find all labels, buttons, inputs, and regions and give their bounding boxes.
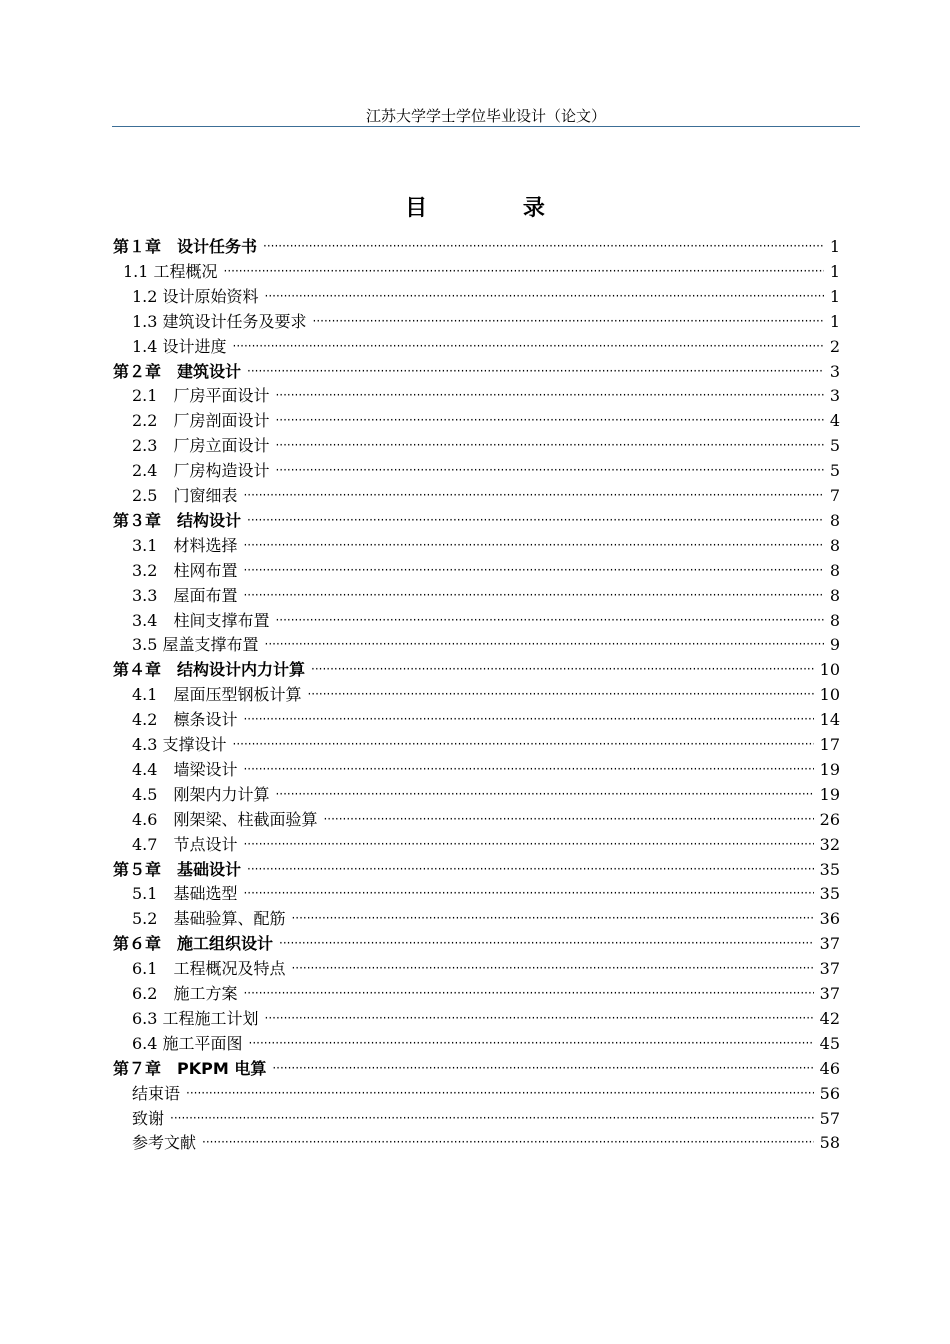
toc-dot-leader <box>247 858 814 881</box>
toc-dot-leader <box>243 758 813 781</box>
toc-chapter-entry[interactable] <box>113 858 840 882</box>
toc-section-entry[interactable] <box>123 260 840 284</box>
toc-section-entry[interactable] <box>132 434 840 458</box>
toc-dot-leader <box>275 434 823 457</box>
toc-section-entry[interactable] <box>132 409 840 433</box>
toc-page-number: 58 <box>819 1133 840 1153</box>
toc-section-entry[interactable] <box>132 1007 840 1031</box>
toc-dot-leader <box>275 409 823 432</box>
toc-page-number: 5 <box>829 461 840 481</box>
toc-entry-label: 3.5 屋盖支撑布置 <box>132 635 259 655</box>
toc-section-entry[interactable] <box>132 708 840 732</box>
toc-page-number: 37 <box>819 934 840 954</box>
toc-section-entry[interactable] <box>132 534 840 558</box>
toc-section-entry[interactable] <box>132 683 840 707</box>
toc-section-entry[interactable] <box>132 1082 840 1106</box>
toc-page-number: 1 <box>829 261 840 281</box>
toc-page-number: 1 <box>829 237 840 256</box>
toc-section-entry[interactable] <box>132 1131 840 1155</box>
toc-dot-leader <box>291 907 813 930</box>
toc-dot-leader <box>247 360 824 383</box>
toc-entry-label: 2.2 厂房剖面设计 <box>132 411 270 431</box>
toc-dot-leader <box>243 559 823 582</box>
toc-section-entry[interactable] <box>132 484 840 508</box>
toc-section-entry[interactable] <box>132 285 840 309</box>
toc-page-number: 37 <box>819 984 840 1003</box>
toc-page-number: 19 <box>819 759 840 779</box>
toc-page-number: 8 <box>829 560 840 580</box>
toc-section-entry[interactable] <box>132 609 840 633</box>
toc-section-entry[interactable] <box>132 808 840 832</box>
toc-entry-label: 结束语 <box>132 1083 181 1103</box>
toc-chapter-entry[interactable] <box>113 932 840 956</box>
toc-chapter-entry[interactable] <box>113 360 840 384</box>
toc-chapter-entry[interactable] <box>113 235 840 259</box>
toc-entry-label: 4.2 檩条设计 <box>132 710 238 730</box>
toc-dot-leader <box>265 285 824 308</box>
toc-section-entry[interactable] <box>132 584 840 608</box>
toc-page-number: 46 <box>819 1058 840 1078</box>
toc-dot-leader <box>224 260 824 283</box>
toc-page-number: 4 <box>829 411 840 431</box>
toc-entry-label: 1.1 工程概况 <box>123 261 218 281</box>
toc-dot-leader <box>243 982 813 1005</box>
toc-entry-label: 第５章 基础设计 <box>113 859 242 879</box>
toc-entry-label: 3.4 柱间支撑布置 <box>132 610 270 630</box>
toc-entry-label: 1.4 设计进度 <box>132 336 227 356</box>
toc-entry-label: 6.2 施工方案 <box>132 984 238 1003</box>
toc-entry-label: 2.1 厂房平面设计 <box>132 386 270 406</box>
toc-entry-label: 6.1 工程概况及特点 <box>132 959 286 979</box>
toc-entry-label: 6.3 工程施工计划 <box>132 1008 259 1028</box>
toc-title: 目 录 <box>405 196 589 221</box>
toc-section-entry[interactable] <box>132 833 840 857</box>
toc-section-entry[interactable] <box>132 335 840 359</box>
toc-page-number: 32 <box>819 834 840 854</box>
toc-entry-label: 第１章 设计任务书 <box>113 237 258 256</box>
toc-chapter-entry[interactable] <box>113 509 840 533</box>
toc-dot-leader <box>249 1032 814 1055</box>
toc-entry-label: 4.7 节点设计 <box>132 834 238 854</box>
toc-dot-leader <box>265 1007 814 1030</box>
toc-entry-label: 致谢 <box>132 1108 165 1128</box>
toc-dot-leader <box>243 833 813 856</box>
toc-page-number: 35 <box>819 859 840 879</box>
toc-page-number: 19 <box>819 784 840 804</box>
toc-page-number: 35 <box>819 884 840 904</box>
toc-entry-label: 3.1 材料选择 <box>132 535 238 555</box>
toc-section-entry[interactable] <box>132 310 840 334</box>
toc-page-number: 1 <box>829 286 840 306</box>
toc-dot-leader <box>279 932 814 955</box>
toc-entry-label: 3.3 屋面布置 <box>132 585 238 605</box>
toc-page-number: 42 <box>819 1008 840 1028</box>
header-text: 江苏大学学士学位毕业设计（论文） <box>365 107 606 125</box>
toc-entry-label: 4.5 刚架内力计算 <box>132 784 270 804</box>
toc-entry-label: 第７章 PKPM 电算 <box>113 1058 267 1078</box>
toc-section-entry[interactable] <box>132 633 840 657</box>
toc-page-number: 8 <box>829 510 840 530</box>
toc-section-entry[interactable] <box>132 758 840 782</box>
toc-dot-leader <box>323 808 813 831</box>
toc-page-number: 8 <box>829 585 840 605</box>
toc-page-number: 10 <box>819 685 840 705</box>
toc-page-number: 5 <box>829 436 840 456</box>
toc-dot-leader <box>275 459 823 482</box>
toc-chapter-entry[interactable] <box>113 1057 840 1081</box>
toc-entry-label: 第６章 施工组织设计 <box>113 934 274 954</box>
toc-page-number: 9 <box>829 635 840 655</box>
toc-entry-label: 4.3 支撑设计 <box>132 735 227 754</box>
toc-entry-label: 4.6 刚架梁、柱截面验算 <box>132 809 318 829</box>
toc-dot-leader <box>243 708 813 731</box>
toc-dot-leader <box>275 609 823 632</box>
toc-dot-leader <box>275 783 813 806</box>
toc-entry-label: 4.1 屋面压型钢板计算 <box>132 685 302 705</box>
toc-entry-label: 第３章 结构设计 <box>113 510 242 530</box>
toc-dot-leader <box>170 1107 814 1130</box>
toc-entry-label: 5.1 基础选型 <box>132 884 238 904</box>
toc-dot-leader <box>265 633 824 656</box>
toc-dot-leader <box>202 1131 814 1154</box>
toc-entry-label: 6.4 施工平面图 <box>132 1033 243 1053</box>
toc-dot-leader <box>291 957 813 980</box>
toc-page-number: 1 <box>829 311 840 331</box>
toc-page-number: 37 <box>819 959 840 979</box>
toc-dot-leader <box>186 1082 814 1105</box>
toc-dot-leader <box>247 509 824 532</box>
toc-section-entry[interactable] <box>132 384 840 408</box>
toc-entry-label: 第４章 结构设计内力计算 <box>113 660 306 680</box>
toc-entry-label: 2.5 门窗细表 <box>132 486 238 505</box>
toc-page-number: 8 <box>829 535 840 555</box>
toc-dot-leader <box>313 310 824 333</box>
toc-dot-leader <box>307 683 813 706</box>
toc-page-number: 3 <box>829 361 840 381</box>
toc-page-number: 17 <box>819 735 840 754</box>
toc-dot-leader <box>243 534 823 557</box>
toc-dot-leader <box>233 733 814 756</box>
toc-section-entry[interactable] <box>132 459 840 483</box>
toc-page-number: 3 <box>829 386 840 406</box>
toc-dot-leader <box>243 484 823 507</box>
toc-dot-leader <box>233 335 824 358</box>
toc-section-entry[interactable] <box>132 882 840 906</box>
toc-page-number: 26 <box>819 809 840 829</box>
toc-dot-leader <box>243 882 813 905</box>
toc-section-entry[interactable] <box>132 559 840 583</box>
toc-page-number: 36 <box>819 909 840 929</box>
toc-entry-label: 1.3 建筑设计任务及要求 <box>132 311 307 331</box>
toc-page-number: 57 <box>819 1108 840 1128</box>
toc-entry-label: 4.4 墙梁设计 <box>132 759 238 779</box>
toc-page-number: 8 <box>829 610 840 630</box>
toc-section-entry[interactable] <box>132 783 840 807</box>
toc-section-entry[interactable] <box>132 907 840 931</box>
toc-dot-leader <box>263 235 824 258</box>
toc-section-entry[interactable] <box>132 1107 840 1131</box>
toc-dot-leader <box>275 384 823 407</box>
toc-entry-label: 第２章 建筑设计 <box>113 361 242 381</box>
toc-dot-leader <box>243 584 823 607</box>
toc-page-number: 10 <box>819 660 840 680</box>
toc-entry-label: 3.2 柱网布置 <box>132 560 238 580</box>
toc-entry-label: 2.3 厂房立面设计 <box>132 436 270 456</box>
toc-section-entry[interactable] <box>132 957 840 981</box>
toc-page-number: 2 <box>829 336 840 356</box>
toc-chapter-entry[interactable] <box>113 658 840 682</box>
toc-entry-label: 2.4 厂房构造设计 <box>132 461 270 481</box>
toc-page-number: 14 <box>819 710 840 730</box>
toc-entry-label: 参考文献 <box>132 1133 197 1153</box>
toc-section-entry[interactable] <box>132 733 840 757</box>
toc-dot-leader <box>272 1057 813 1080</box>
toc-section-entry[interactable] <box>132 1032 840 1056</box>
toc-entry-label: 5.2 基础验算、配筋 <box>132 909 286 929</box>
toc-page-number: 56 <box>819 1083 840 1103</box>
toc-dot-leader <box>311 658 814 681</box>
toc-entry-label: 1.2 设计原始资料 <box>132 286 259 306</box>
page-header <box>112 106 860 127</box>
toc-page-number: 7 <box>829 486 840 505</box>
toc-section-entry[interactable] <box>132 982 840 1006</box>
toc-page-number: 45 <box>819 1033 840 1053</box>
